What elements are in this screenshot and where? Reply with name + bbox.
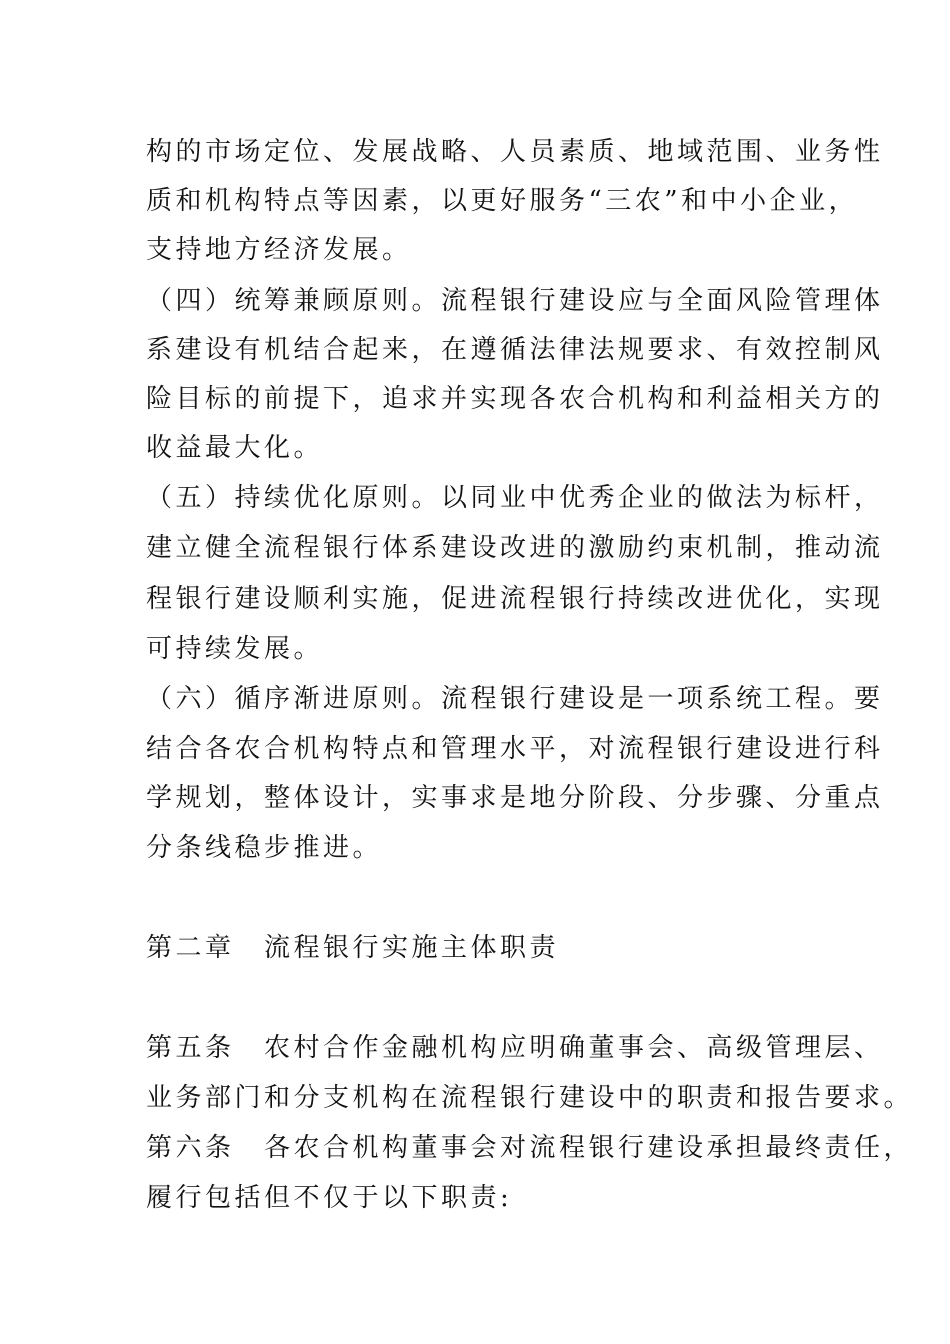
paragraph-line: 学规划，整体设计，实事求是地分阶段、分步骤、分重点 (146, 783, 884, 813)
article-line: 第六条 各农合机构董事会对流程银行建设承担最终责任， (146, 1133, 914, 1163)
paragraph-line: 险目标的前提下，追求并实现各农合机构和利益相关方的 (146, 384, 884, 414)
paragraph-line: 可持续发展。 (146, 634, 324, 664)
paragraph-line: （五）持续优化原则。以同业中优秀企业的做法为标杆， (146, 483, 884, 513)
article-line: 履行包括但不仅于以下职责: (146, 1183, 513, 1213)
paragraph-line: （六）循序渐进原则。流程银行建设是一项系统工程。要 (146, 684, 884, 714)
paragraph-line: （四）统筹兼顾原则。流程银行建设应与全面风险管理体 (146, 286, 884, 316)
paragraph-line: 支持地方经济发展。 (146, 235, 412, 265)
paragraph-line: 质和机构特点等因素，以更好服务“三农”和中小企业， (146, 186, 859, 216)
paragraph-line: 结合各农合机构特点和管理水平，对流程银行建设进行科 (146, 734, 884, 764)
paragraph-line: 建立健全流程银行体系建设改进的激励约束机制，推动流 (146, 533, 884, 563)
paragraph-line: 程银行建设顺利实施，促进流程银行持续改进优化，实现 (146, 584, 884, 614)
paragraph-line: 构的市场定位、发展战略、人员素质、地域范围、业务性 (146, 137, 884, 167)
chapter-heading: 第二章 流程银行实施主体职责 (146, 933, 560, 963)
paragraph-line: 系建设有机结合起来，在遵循法律法规要求、有效控制风 (146, 335, 884, 365)
article-line: 第五条 农村合作金融机构应明确董事会、高级管理层、 (146, 1033, 884, 1063)
article-line: 业务部门和分支机构在流程银行建设中的职责和报告要求。 (146, 1083, 914, 1113)
paragraph-line: 收益最大化。 (146, 433, 324, 463)
paragraph-line: 分条线稳步推进。 (146, 833, 383, 863)
